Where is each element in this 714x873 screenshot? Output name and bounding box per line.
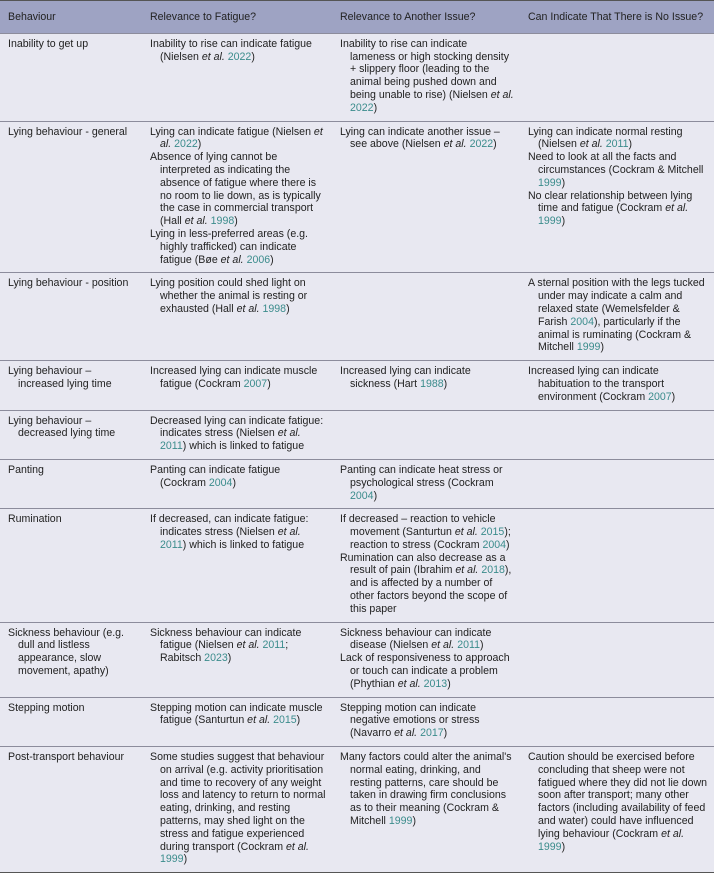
entry-text: ) xyxy=(197,138,202,151)
et-al-text: et al. xyxy=(454,526,478,539)
behaviour-label: Lying behaviour – increased lying time xyxy=(8,365,112,390)
table-row xyxy=(0,459,714,508)
entry-text: ) xyxy=(183,853,188,866)
entry-text: ) xyxy=(628,138,633,151)
cell-entry xyxy=(150,751,326,866)
header-behaviour: Behaviour xyxy=(8,11,56,23)
entry-text: If decreased – reaction to vehicle movement (Santurtun xyxy=(340,513,496,539)
fatigue-cell xyxy=(142,622,332,697)
fatigue-cell xyxy=(142,509,332,622)
table-row xyxy=(0,273,714,361)
et-al-text: et al. xyxy=(220,253,244,266)
entry-text: ) xyxy=(443,727,448,740)
et-al-text: et al. xyxy=(184,215,208,228)
entry-text: Panting can indicate heat stress or psychological stress (Cockram xyxy=(340,463,503,489)
cell-entry xyxy=(150,464,326,490)
behaviour-label: Sickness behaviour (e.g. dull and listless appearance, slow movement, apathy) xyxy=(8,626,125,678)
entry-text: Inability to rise can indicate fatigue (Nielsen xyxy=(150,37,312,63)
citation-year-link[interactable]: 2011 xyxy=(605,138,629,151)
fatigue-cell xyxy=(142,410,332,459)
citation-year-link[interactable]: 2023 xyxy=(204,652,228,665)
citation-year-link[interactable]: 2017 xyxy=(420,727,444,740)
entry-text: ) xyxy=(412,815,416,828)
entry-text: ) xyxy=(479,639,484,652)
cell-entry xyxy=(340,652,514,690)
et-al-text: et al. xyxy=(665,202,689,215)
another-issue-cell xyxy=(332,509,520,622)
citation-year-link[interactable]: 2011 xyxy=(160,538,183,551)
citation-year-link[interactable]: 1999 xyxy=(538,215,562,228)
behaviour-cell xyxy=(0,361,142,410)
entry-text: Panting can indicate fatigue (Cockram xyxy=(150,463,281,489)
cell-entry xyxy=(150,415,326,453)
table-row xyxy=(0,410,714,459)
entry-text: ) xyxy=(443,377,448,390)
entry-text: ) xyxy=(671,390,676,403)
citation-year-link[interactable]: 2011 xyxy=(160,440,183,453)
cell-entry xyxy=(340,751,514,828)
another-issue-cell xyxy=(332,697,520,746)
entry-text: Sickness behaviour can indicate fatigue (Nielsen xyxy=(150,626,302,652)
et-al-text: et al. xyxy=(236,302,260,315)
entry-text: Lying position could shed light on whether the animal is resting or exhausted (Hall xyxy=(150,277,308,315)
entry-text: ) xyxy=(373,489,378,502)
no-issue-cell xyxy=(520,410,714,459)
entry-text: ; Rabitsch xyxy=(160,639,289,665)
entry-text: ) xyxy=(493,138,497,151)
citation-year-link[interactable]: 2004 xyxy=(570,315,594,328)
entry-text: Increased lying can indicate sickness (Hart xyxy=(340,365,471,390)
citation-year-link[interactable]: 1999 xyxy=(538,176,562,189)
behaviour-cell xyxy=(0,509,142,622)
behaviour-label: Lying behaviour - position xyxy=(8,277,129,290)
cell-entry xyxy=(150,126,326,152)
citation-year-link[interactable]: 2004 xyxy=(350,489,374,502)
entry-text: Inability to rise can indicate lameness or high stocking density + slippery floor (leading to the animal being pushed down and being unable to rise) (Nielsen xyxy=(340,37,509,101)
entry-text: ) xyxy=(561,215,566,228)
et-al-text: et al. xyxy=(286,840,309,853)
entry-text: ) xyxy=(227,652,232,665)
citation-year-link[interactable]: 2011 xyxy=(262,639,286,652)
behaviour-cell xyxy=(0,697,142,746)
entry-text: ) xyxy=(232,476,236,489)
et-al-text: et al. xyxy=(277,526,301,539)
cell-entry xyxy=(340,365,514,391)
entry-text: ) xyxy=(561,176,566,189)
behaviour-cell xyxy=(0,33,142,121)
citation-year-link[interactable]: 1988 xyxy=(420,377,444,390)
entry-text: No clear relationship between lying time and fatigue (Cockram xyxy=(528,189,693,215)
entry-text: ) xyxy=(234,215,238,228)
no-issue-cell xyxy=(520,121,714,273)
behaviour-cell xyxy=(0,459,142,508)
entry-text: ) xyxy=(267,377,271,390)
header-no-issue: Can Indicate That There is No Issue? xyxy=(528,11,704,23)
entry-text: ) xyxy=(296,714,301,727)
et-al-text: et al. xyxy=(247,714,271,727)
no-issue-cell xyxy=(520,273,714,361)
entry-text: Increased lying can indicate muscle fatigue (Cockram xyxy=(150,365,318,390)
et-al-text: et al. xyxy=(455,564,479,577)
et-al-text: et al. xyxy=(394,727,418,740)
entry-text: Lying can indicate another issue – see above (Nielsen xyxy=(340,125,500,151)
header-another-issue: Relevance to Another Issue? xyxy=(340,11,476,23)
entry-text: ); reaction to stress (Cockram xyxy=(350,526,511,551)
entry-text: ) xyxy=(286,302,290,315)
citation-year-link[interactable]: 2022 xyxy=(469,138,494,151)
cell-entry xyxy=(340,702,514,740)
table-row xyxy=(0,697,714,746)
cell-entry xyxy=(528,190,708,228)
entry-text: ) which is linked to fatigue xyxy=(182,440,305,453)
cell-entry xyxy=(150,38,326,64)
fatigue-cell xyxy=(142,459,332,508)
no-issue-cell xyxy=(520,747,714,873)
citation-year-link[interactable]: 2018 xyxy=(481,564,505,577)
entry-text: ) which is linked to fatigue xyxy=(182,538,305,551)
et-al-text: et al. xyxy=(443,138,467,151)
entry-text: Increased lying can indicate habituation to the transport environment (Cockram xyxy=(528,365,665,403)
behaviour-cell xyxy=(0,121,142,273)
no-issue-cell xyxy=(520,509,714,622)
citation-year-link[interactable]: 1998 xyxy=(262,302,287,315)
et-al-text: et al. xyxy=(661,827,685,840)
citation-year-link[interactable]: 1999 xyxy=(160,853,184,866)
citation-year-link[interactable]: 2011 xyxy=(457,639,480,652)
entry-text: ) xyxy=(600,341,604,354)
entry-text: Absence of lying cannot be interpreted as indicating the absence of fatigue where there is no room to lie down, as is typically the case in commercial transport (Hall xyxy=(150,151,321,228)
entry-text: ) xyxy=(270,253,274,266)
fatigue-cell xyxy=(142,361,332,410)
behaviour-cell xyxy=(0,410,142,459)
no-issue-cell xyxy=(520,33,714,121)
another-issue-cell xyxy=(332,273,520,361)
behaviour-label: Panting xyxy=(8,463,44,476)
cell-entry xyxy=(150,277,326,315)
table-row xyxy=(0,622,714,697)
citation-year-link[interactable]: 2022 xyxy=(227,50,252,63)
another-issue-cell xyxy=(332,622,520,697)
no-issue-cell xyxy=(520,361,714,410)
entry-text: ) xyxy=(506,538,510,551)
cell-entry xyxy=(150,228,326,266)
et-al-text: et al. xyxy=(201,50,225,63)
et-al-text: et al. xyxy=(397,677,421,690)
cell-entry xyxy=(528,151,708,189)
cell-entry xyxy=(528,751,708,853)
entry-text: ), particularly if the animal is ruminating (Cockram & Mitchell xyxy=(538,315,692,354)
entry-text: Stepping motion can indicate negative emotions or stress (Navarro xyxy=(340,701,480,740)
entry-text: ), and is affected by a number of other factors beyond the scope of this paper xyxy=(350,564,512,615)
behaviour-cell xyxy=(0,273,142,361)
entry-text: ) xyxy=(251,50,255,63)
table-row xyxy=(0,33,714,121)
another-issue-cell xyxy=(332,410,520,459)
entry-text: Caution should be exercised before concluding that sheep were not fatigued where they did not lie down soon after transport; many other factors (including availability of feed and water) could have influenced lying behaviour (Cockram xyxy=(528,751,708,840)
entry-text: Many factors could alter the animal's normal eating, drinking, and resting patterns, care should be taken in drawing firm conclusions as to their meaning (Cockram & Mitchell xyxy=(340,751,512,828)
cell-entry xyxy=(528,365,708,403)
et-al-text: et al. xyxy=(236,639,260,652)
et-al-text: et al. xyxy=(431,639,455,652)
another-issue-cell xyxy=(332,121,520,273)
citation-year-link[interactable]: 2007 xyxy=(648,390,672,403)
entry-text: Lack of responsiveness to approach or touch can indicate a problem (Phythian xyxy=(340,652,510,690)
cell-entry xyxy=(340,627,514,653)
entry-text: Sickness behaviour can indicate disease (Nielsen xyxy=(340,626,492,652)
no-issue-cell xyxy=(520,459,714,508)
cell-entry xyxy=(340,552,514,616)
entry-text: ) xyxy=(373,101,378,114)
entry-text: Lying can indicate normal resting (Nielsen xyxy=(528,125,683,151)
cell-entry xyxy=(340,126,514,152)
citation-year-link[interactable]: 1999 xyxy=(388,815,413,828)
fatigue-cell xyxy=(142,747,332,873)
behaviour-label: Rumination xyxy=(8,513,62,526)
citation-year-link[interactable]: 2015 xyxy=(273,714,297,727)
cell-entry xyxy=(150,627,326,665)
another-issue-cell xyxy=(332,459,520,508)
table-row xyxy=(0,121,714,273)
another-issue-cell xyxy=(332,33,520,121)
et-al-text: et al. xyxy=(579,138,603,151)
table-row xyxy=(0,361,714,410)
fatigue-cell xyxy=(142,33,332,121)
table-header-row xyxy=(0,1,714,34)
cell-entry xyxy=(150,151,326,228)
table-row xyxy=(0,509,714,622)
cell-entry xyxy=(340,464,514,502)
citation-year-link[interactable]: 1999 xyxy=(576,341,601,354)
cell-entry xyxy=(528,126,708,152)
citation-year-link[interactable]: 2004 xyxy=(482,538,507,551)
behaviour-label: Lying behaviour - general xyxy=(8,125,128,138)
entry-text: Lying can indicate fatigue (Nielsen xyxy=(150,125,314,138)
citation-year-link[interactable]: 1998 xyxy=(210,215,235,228)
citation-year-link[interactable]: 2015 xyxy=(480,526,505,539)
fatigue-cell xyxy=(142,697,332,746)
behaviour-label: Stepping motion xyxy=(8,701,85,714)
fatigue-cell xyxy=(142,121,332,273)
et-al-text: et al. xyxy=(160,125,323,151)
behaviour-cell xyxy=(0,622,142,697)
behaviour-label: Inability to get up xyxy=(8,37,89,50)
citation-year-link[interactable]: 2022 xyxy=(174,138,198,151)
entry-text: If decreased, can indicate fatigue: indicates stress (Nielsen xyxy=(150,513,309,539)
cell-entry xyxy=(340,513,514,551)
no-issue-cell xyxy=(520,697,714,746)
entry-text: Some studies suggest that behaviour on arrival (e.g. activity prioritisation and time to recovery of any weight loss and latency to return to normal eating, drinking, and resting patterns, may shed light on the stress and fatigue experienced during transport (Cockram xyxy=(150,751,326,853)
table-body xyxy=(0,33,714,872)
citation-year-link[interactable]: 2007 xyxy=(243,377,268,390)
citation-year-link[interactable]: 2006 xyxy=(246,253,271,266)
entry-text: Decreased lying can indicate fatigue: indicates stress (Nielsen xyxy=(150,414,324,440)
citation-year-link[interactable]: 2022 xyxy=(350,101,374,114)
citation-year-link[interactable]: 1999 xyxy=(538,840,562,853)
table-row xyxy=(0,747,714,873)
cell-entry xyxy=(340,38,514,115)
behaviour-label: Lying behaviour – decreased lying time xyxy=(8,414,116,440)
citation-year-link[interactable]: 2013 xyxy=(423,677,448,690)
entry-text: Stepping motion can indicate muscle fatigue (Santurtun xyxy=(150,701,323,727)
another-issue-cell xyxy=(332,747,520,873)
entry-text: Lying in less-preferred areas (e.g. highly trafficked) can indicate fatigue (Bøe xyxy=(150,227,309,266)
et-al-text: et al. xyxy=(490,88,514,101)
no-issue-cell xyxy=(520,622,714,697)
header-fatigue: Relevance to Fatigue? xyxy=(150,11,257,23)
cell-entry xyxy=(150,702,326,728)
cell-entry xyxy=(528,277,708,354)
entry-text: ) xyxy=(447,677,451,690)
cell-entry xyxy=(150,365,326,391)
entry-text: A sternal position with the legs tucked under may indicate a calm and relaxed state (Wemelsfelder & Farish xyxy=(528,277,705,328)
behaviour-cell xyxy=(0,747,142,873)
cell-entry xyxy=(150,513,326,551)
another-issue-cell xyxy=(332,361,520,410)
entry-text: Need to look at all the facts and circumstances (Cockram & Mitchell xyxy=(528,151,704,176)
fatigue-cell xyxy=(142,273,332,361)
entry-text: ) xyxy=(561,840,566,853)
citation-year-link[interactable]: 2004 xyxy=(208,476,233,489)
entry-text: Rumination can also decrease as a result of pain (Ibrahim xyxy=(340,551,506,577)
behaviour-label: Post-transport behaviour xyxy=(8,751,125,764)
et-al-text: et al. xyxy=(277,427,301,440)
